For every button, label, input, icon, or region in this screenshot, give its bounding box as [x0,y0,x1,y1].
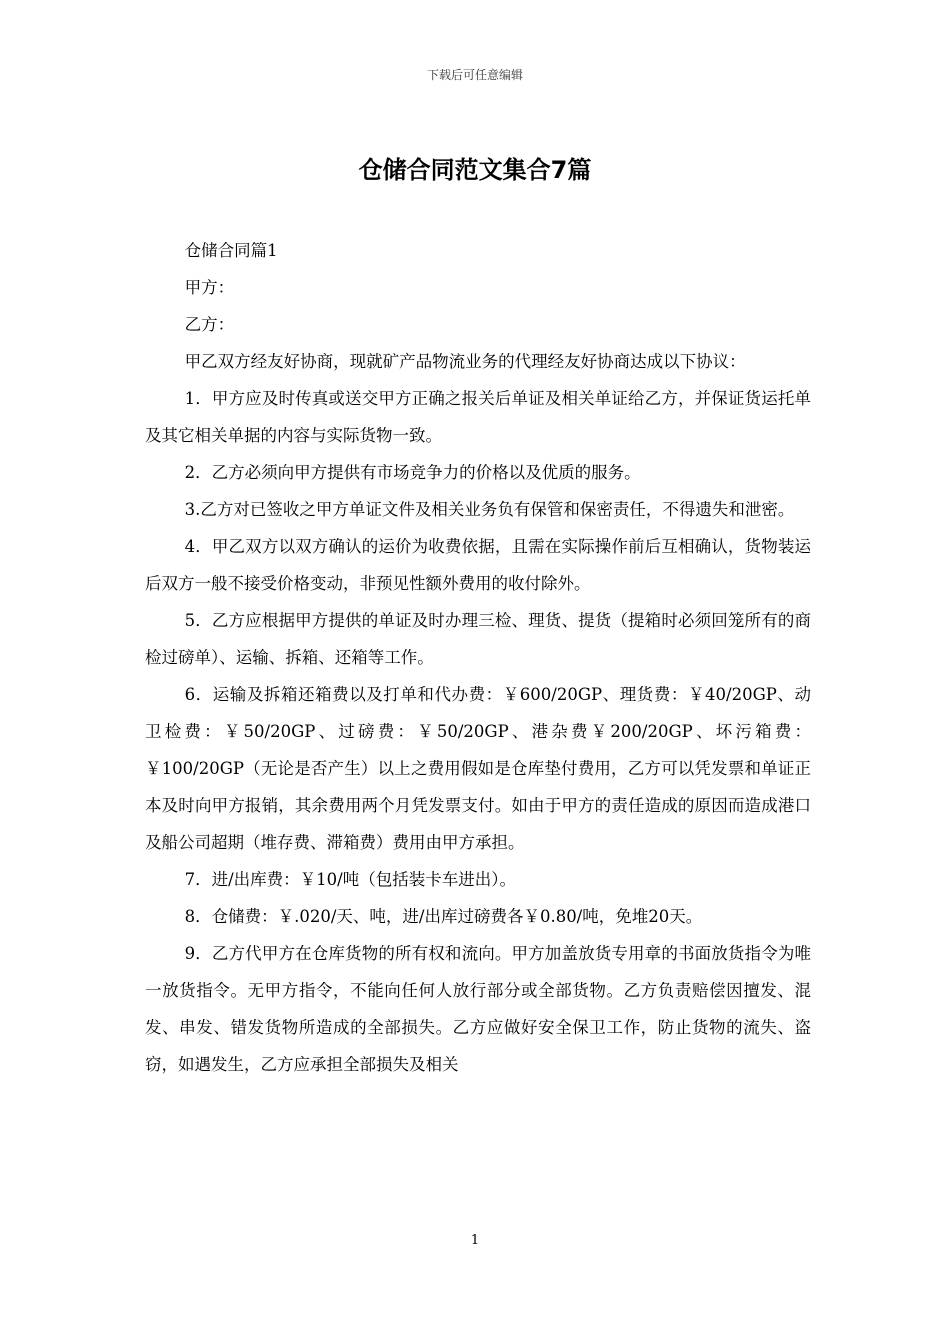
clause-8: 8．仓储费：￥.020/天、吨，进/出库过磅费各￥0.80/吨，免堆20天。 [184,907,703,926]
clause-5: 5．乙方应根据甲方提供的单证及时办理三检、理货、提货（提箱时必须回笼所有的商检过磅单）、运输、拆箱、还箱等工作。 [145,611,811,667]
page-header-note: 下载后可任意编辑 [426,68,523,82]
clause-4: 4．甲乙双方以双方确认的运价为收费依据，且需在实际操作前后互相确认，货物装运后双方一般不接受价格变动，非预见性额外费用的收付除外。 [145,537,811,593]
clause-6: 6．运输及拆箱还箱费以及打单和代办费：￥600/20GP、理货费：￥40/20GP、动卫检费：￥50/20GP、过磅费：￥50/20GP、港杂费￥200/20GP、坏污箱费：￥100/20GP（无论是否产生）以上之费用假如是仓库垫付费用，乙方可以凭发票和单证正本及时向甲方报销，其余费用两个月凭发票支付。如由于甲方的责任造成的原因而造成港口及船公司超期（堆存费、滞箱费）费用由甲方承担。 [145,685,811,852]
party-a-line: 甲方： [184,278,235,297]
clause-2: 2．乙方必须向甲方提供有市场竞争力的价格以及优质的服务。 [184,463,641,482]
document-body [145,232,811,1083]
clause-1: 1．甲方应及时传真或送交甲方正确之报关后单证及相关单证给乙方，并保证货运托单及其它相关单据的内容与实际货物一致。 [145,389,811,445]
preamble-paragraph: 甲乙双方经友好协商，现就矿产品物流业务的代理经友好协商达成以下协议： [184,352,746,371]
page-number: 1 [470,1233,480,1248]
clause-3: 3.乙方对已签收之甲方单证文件及相关业务负有保管和保密责任，不得遗失和泄密。 [184,500,795,519]
clause-9: 9．乙方代甲方在仓库货物的所有权和流向。甲方加盖放货专用章的书面放货指令为唯一放货指令。无甲方指令，不能向任何人放行部分或全部货物。乙方负责赔偿因擅发、混发、串发、错发货物所造成的全部损失。乙方应做好安全保卫工作，防止货物的流失、盗窃，如遇发生，乙方应承担全部损失及相关 [145,944,811,1074]
document-title: 仓储合同范文集合7篇 [358,156,592,184]
party-b-line: 乙方： [184,315,235,334]
clause-7: 7．进/出库费：￥10/吨（包括装卡车进出）。 [184,870,516,889]
section-heading: 仓储合同篇1 [184,241,278,260]
